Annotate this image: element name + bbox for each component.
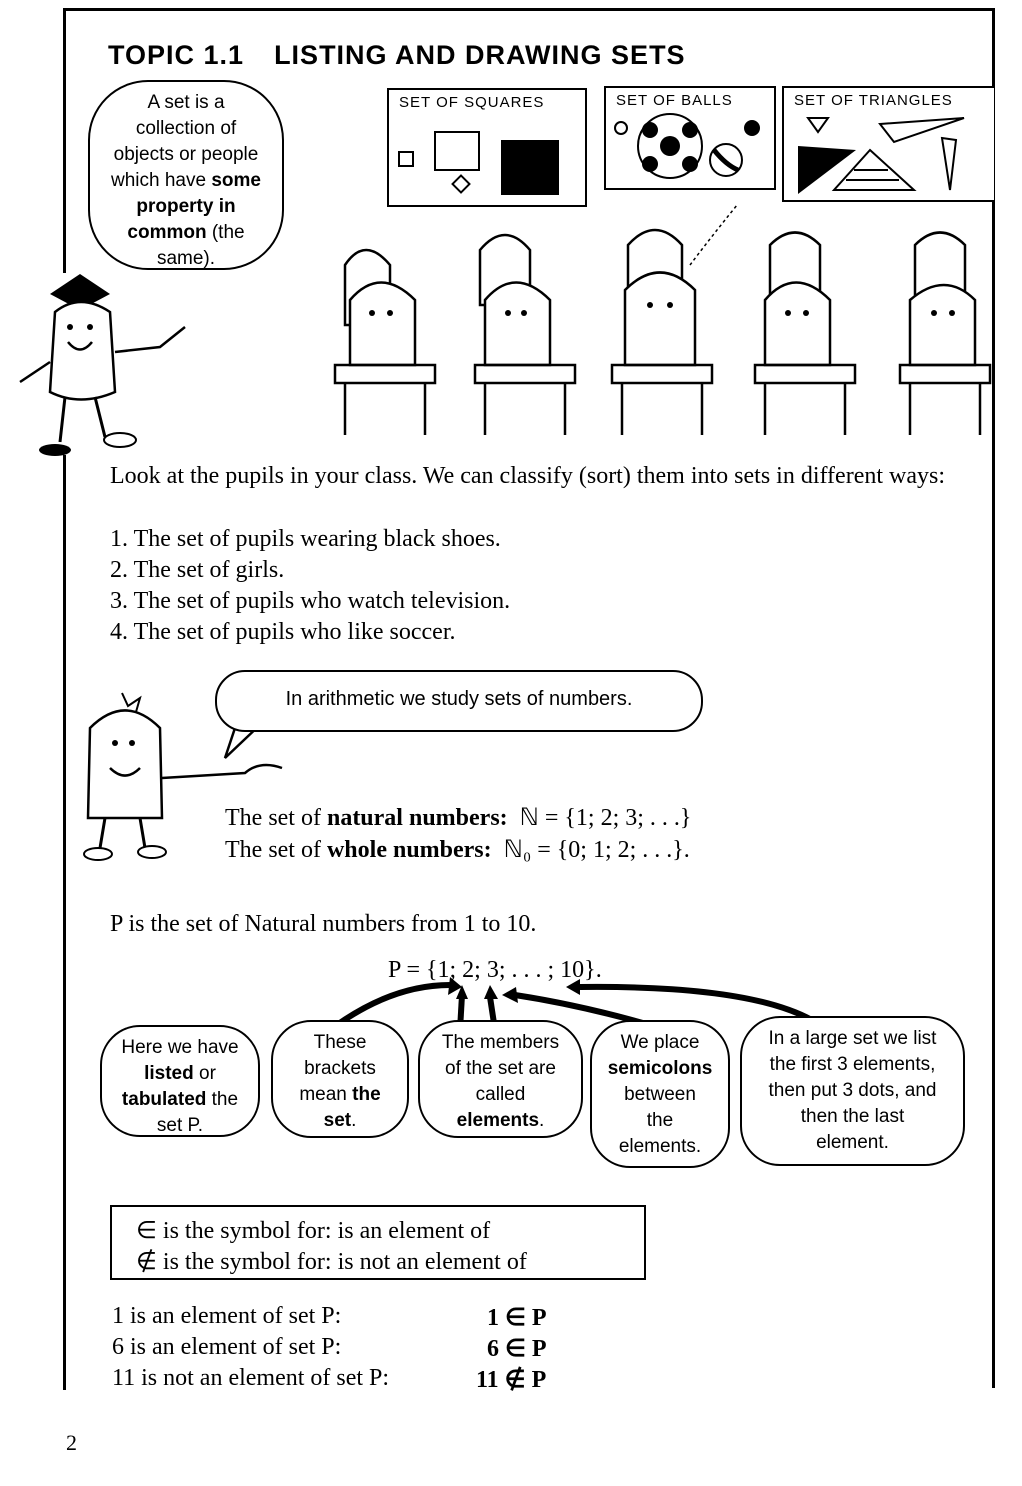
p-set-notation: P = {1; 2; 3; . . . ; 10}.	[388, 957, 602, 983]
arithmetic-bubble: In arithmetic we study sets of numbers.	[215, 670, 703, 732]
list-item: 1. The set of pupils wearing black shoes.	[110, 526, 501, 552]
whole-numbers-line: The set of whole numbers: ℕ₀ = {0; 1; 2; . . .}.	[225, 837, 690, 863]
page-number: 2	[66, 1430, 77, 1455]
page-frame-left	[63, 8, 66, 273]
definition-line: collection of	[135, 118, 237, 139]
explain-bubble-listed: Here we have listed or tabulated the set P.	[100, 1025, 260, 1137]
set-of-triangles-box	[782, 86, 994, 202]
example-row: 11 is not an element of set P:	[112, 1365, 390, 1391]
teacher-character-illustration	[10, 272, 200, 462]
set-of-squares-label: SET OF SQUARES	[399, 94, 545, 111]
example-math: 11 ∉ P	[476, 1367, 547, 1393]
page-frame-top	[63, 8, 993, 11]
intro-list	[110, 524, 970, 648]
example-row: 6 is an element of set P:	[112, 1334, 342, 1360]
list-item: 2. The set of girls.	[110, 557, 285, 583]
p-definition: P is the set of Natural numbers from 1 to 10.	[110, 911, 537, 937]
intro-paragraph: Look at the pupils in your class. We can classify (sort) them into sets in different ways:	[110, 463, 946, 489]
definition-line: same).	[156, 248, 216, 269]
balls-icon	[606, 110, 774, 188]
classroom-illustration	[250, 205, 992, 445]
topic-heading: LISTING AND DRAWING SETS	[274, 40, 686, 70]
topic-number: TOPIC 1.1	[108, 40, 245, 70]
definition-line: A set is a	[147, 92, 225, 113]
explain-bubble-semicolons: We place semicolons between the elements.	[590, 1020, 730, 1168]
not-element-of-symbol-line: ∉ is the symbol for: is not an element of	[136, 1249, 527, 1275]
explain-bubble-brackets: These brackets mean the set.	[271, 1020, 409, 1138]
triangles-icon	[784, 110, 994, 200]
definition-line: which have some	[111, 170, 261, 191]
example-math: 6 ∈ P	[487, 1336, 547, 1362]
explain-bubble-large-set: In a large set we list the first 3 elements, then put 3 dots, and then the last element.	[740, 1016, 965, 1166]
set-of-balls-box	[604, 86, 776, 190]
symbol-definition-box	[110, 1205, 646, 1280]
list-item: 4. The set of pupils who like soccer.	[110, 619, 456, 645]
page-frame-left-lower	[63, 455, 66, 1390]
page-title	[108, 40, 686, 71]
set-of-triangles-label: SET OF TRIANGLES	[794, 92, 953, 109]
set-of-squares-box	[387, 88, 587, 207]
definition-line: objects or people	[113, 144, 259, 165]
example-row: 1 is an element of set P:	[112, 1303, 342, 1329]
page-frame-right	[992, 8, 995, 1388]
squares-icon	[389, 116, 585, 204]
explain-bubble-elements: The members of the set are called elements.	[418, 1020, 583, 1138]
set-of-balls-label: SET OF BALLS	[616, 92, 733, 109]
list-item: 3. The set of pupils who watch television.	[110, 588, 511, 614]
element-of-symbol-line: ∈ is the symbol for: is an element of	[136, 1218, 491, 1244]
definition-line: common (the	[127, 222, 245, 243]
natural-numbers-line: The set of natural numbers: ℕ = {1; 2; 3; . . .}	[225, 805, 692, 831]
definition-line: property in	[136, 196, 236, 217]
example-math: 1 ∈ P	[487, 1305, 547, 1331]
